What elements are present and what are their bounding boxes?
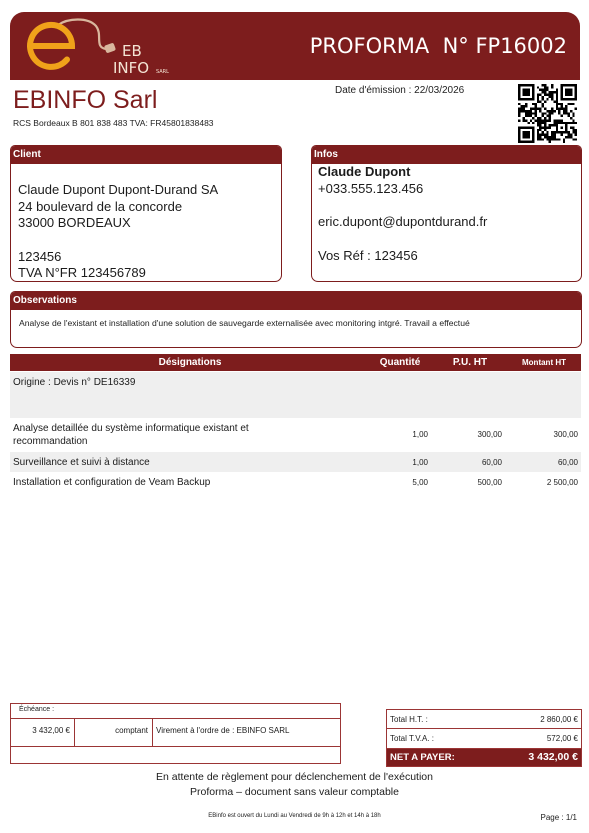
document-title: PROFORMA N° FP16002 [309, 34, 567, 58]
row-designation: Surveillance et suivi à distance [13, 457, 150, 468]
client-panel [10, 145, 282, 282]
divider [11, 718, 340, 719]
column-designation: Désignations [158, 357, 222, 368]
infos-email: eric.dupont@dupontdurand.fr [318, 214, 488, 229]
total-tva-label: Total T.V.A. : [390, 734, 435, 743]
header-band [10, 12, 580, 80]
footer-disclaimer: Proforma – document sans valeur comptable [190, 786, 399, 798]
issue-date: Date d'émission : 22/03/2026 [335, 85, 465, 96]
total-ht-label: Total H.T. : [390, 715, 428, 724]
net-to-pay-value: 3 432,00 € [528, 751, 578, 763]
row-unit-price: 60,00 [481, 458, 502, 467]
infos-panel-heading: Infos [312, 146, 581, 164]
observations-panel [10, 291, 582, 348]
column-quantity: Quantité [379, 357, 421, 368]
total-ht-value: 2 860,00 € [540, 715, 578, 724]
logo-text-suffix: SARL [156, 69, 169, 75]
infos-contact: Claude Dupont [318, 164, 411, 179]
ebinfo-logo-icon [18, 16, 178, 78]
page-number: Page : 1/1 [540, 813, 577, 822]
observations-heading: Observations [11, 292, 581, 310]
payment-method: Virement à l'ordre de : EBINFO SARL [156, 726, 290, 735]
row-amount: 60,00 [557, 458, 578, 467]
table-row [10, 418, 581, 452]
infos-reference: Vos Réf : 123456 [318, 248, 418, 263]
row-unit-price: 300,00 [477, 430, 502, 439]
row-amount: 300,00 [553, 430, 578, 439]
client-panel-heading: Client [11, 146, 281, 164]
totals-box [386, 709, 582, 767]
observations-text: Analyse de l'existant et installation d'une solution de sauvegarde externalisée avec monitoring intgré. Travail a effectué [19, 318, 470, 328]
row-designation: Analyse detaillée du système informatique existant et recommandation [13, 423, 249, 447]
divider [11, 746, 340, 747]
payment-terms: comptant [115, 726, 148, 735]
logo-plug-icon [104, 43, 116, 54]
table-row [10, 372, 581, 418]
row-quantity: 1,00 [412, 458, 428, 467]
company-legal-info: RCS Bordeaux B 801 838 483 TVA: FR45801838483 [13, 118, 214, 128]
divider [152, 718, 153, 747]
payment-terms-box [10, 703, 341, 764]
company-name: EBINFO Sarl [13, 86, 158, 114]
client-code: 123456 [18, 249, 62, 264]
footer-notice: En attente de règlement pour déclenchement de l'exécution [156, 771, 433, 783]
infos-phone: +033.555.123.456 [318, 181, 424, 196]
row-quantity: 5,00 [412, 478, 428, 487]
logo-text-eb: EB [122, 42, 142, 60]
table-row [10, 452, 581, 472]
net-to-pay-label: NET A PAYER: [390, 752, 455, 763]
client-street: 24 boulevard de la concorde [18, 199, 183, 214]
row-designation: Origine : Devis n° DE16339 [13, 377, 136, 388]
net-to-pay-bar [387, 749, 581, 766]
payment-amount: 3 432,00 € [32, 726, 70, 735]
footer-opening-hours: EBinfo est ouvert du Lundi au Vendredi de 9h à 12h et 14h à 18h [208, 813, 381, 819]
logo-e-icon [30, 25, 72, 67]
divider [387, 728, 581, 729]
items-table-body [10, 372, 581, 492]
column-amount: Montant HT [522, 358, 566, 367]
due-date-label: Échéance : [19, 706, 55, 713]
row-quantity: 1,00 [412, 430, 428, 439]
total-tva-value: 572,00 € [546, 734, 578, 743]
items-table-header [10, 354, 581, 371]
client-name: Claude Dupont Dupont-Durand SA [18, 182, 219, 197]
logo-text-info: INFO [113, 59, 150, 77]
row-unit-price: 500,00 [477, 478, 502, 487]
qr-code-icon [518, 84, 577, 143]
table-row [10, 472, 581, 492]
client-city: 33000 BORDEAUX [18, 215, 131, 230]
infos-panel [311, 145, 582, 282]
client-vat: TVA N°FR 123456789 [18, 265, 146, 280]
row-amount: 2 500,00 [546, 478, 578, 487]
row-designation: Installation et configuration de Veam Backup [13, 477, 211, 488]
column-unit-price: P.U. HT [452, 357, 488, 368]
